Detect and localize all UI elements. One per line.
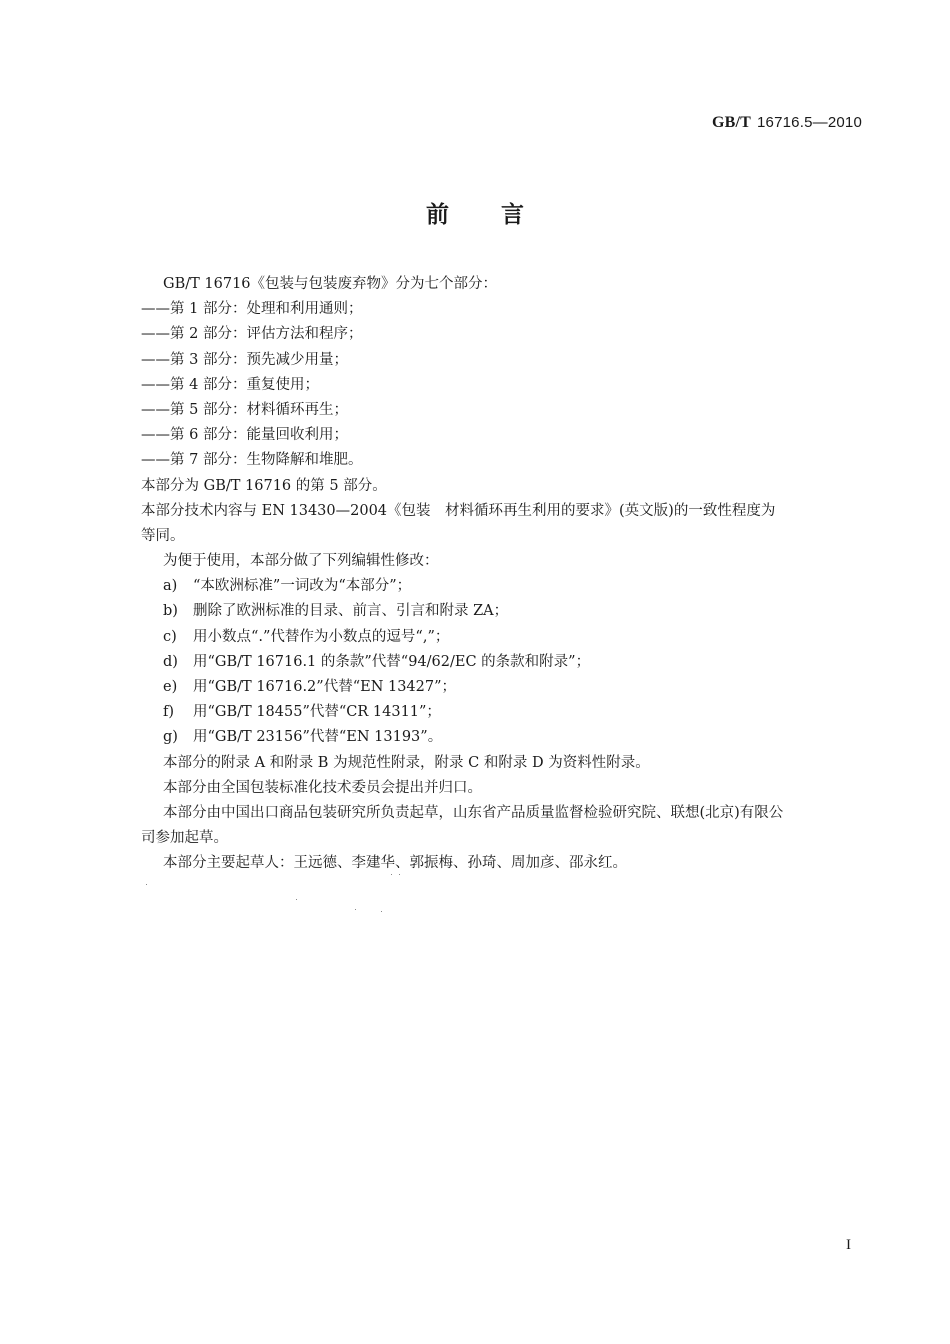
drafters-statement: 本部分主要起草人：王远德、李建华、郭振梅、孙琦、周加彦、邵永红。 [163,855,627,872]
scan-artifact [399,874,400,875]
edit-text: 用“GB/T 23156”代替“EN 13193”。 [193,729,443,746]
equivalence-line-2: 等同。 [141,527,185,544]
edit-text: 用“GB/T 18455”代替“CR 14311”； [193,704,441,721]
edit-item [163,700,863,725]
scan-artifact [391,874,392,875]
edit-text: 用小数点“.”代替作为小数点的逗号“,”； [193,628,450,645]
standard-number: 16716.5—2010 [757,114,862,131]
title-char-2: 言 [501,202,524,228]
edit-label: e) [163,679,178,695]
part-item: ——第 4 部分：重复使用； [141,376,319,393]
part-item: ——第 5 部分：材料循环再生； [141,401,348,418]
edit-label: f) [163,704,175,721]
edit-item [163,625,863,650]
edit-item [163,599,863,624]
edit-label: c) [163,628,177,645]
edit-text: 用“GB/T 16716.1 的条款”代替“94/62/EC 的条款和附录”； [193,653,591,670]
part-item: ——第 1 部分：处理和利用通则； [141,301,363,318]
this-part-statement: 本部分为 GB/T 16716 的第 5 部分。 [141,477,387,494]
part-item: ——第 6 部分：能量回收利用； [141,427,348,444]
foreword-body [141,272,863,877]
edit-label: g) [163,729,178,746]
edit-item [163,725,863,750]
annexes-statement: 本部分的附录 A 和附录 B 为规范性附录，附录 C 和附录 D 为资料性附录。 [163,754,650,771]
edit-item [163,574,863,599]
edit-label: b) [163,603,178,620]
standard-code [712,113,862,132]
page-number: I [846,1237,851,1253]
drafting-org-line-1: 本部分由中国出口商品包装研究所负责起草，山东省产品质量监督检验研究院、联想(北京)有限公 [163,804,784,821]
edits-intro: 为便于使用，本部分做了下列编辑性修改： [163,553,439,570]
proposed-by-statement: 本部分由全国包装标准化技术委员会提出并归口。 [163,779,482,796]
scan-artifact [296,899,297,900]
edit-label: a) [163,578,178,595]
part-item: ——第 7 部分：生物降解和堆肥。 [141,452,363,469]
edit-label: d) [163,653,178,670]
drafting-org-line-2: 司参加起草。 [141,830,228,847]
scan-artifact [146,884,147,885]
edit-item [163,675,863,700]
edit-text: 删除了欧洲标准的目录、前言、引言和附录 ZA； [193,603,509,620]
edit-text: “本欧洲标准”一词改为“本部分”； [193,578,412,595]
equivalence-line-1: 本部分技术内容与 EN 13430—2004《包装 材料循环再生利用的要求》(英文版)的一致性程度为 [141,502,776,519]
intro-paragraph: GB/T 16716《包装与包装废弃物》分为七个部分： [163,276,498,292]
part-item: ——第 2 部分：评估方法和程序； [141,326,363,343]
scan-artifact [381,911,382,912]
scan-artifact [355,909,356,910]
edit-item [163,650,863,675]
page-title [0,196,950,229]
title-char-1: 前 [426,202,449,228]
edit-text: 用“GB/T 16716.2”代替“EN 13427”； [193,679,457,695]
standard-prefix: GB/T [711,114,751,131]
part-item: ——第 3 部分：预先减少用量； [141,351,348,368]
